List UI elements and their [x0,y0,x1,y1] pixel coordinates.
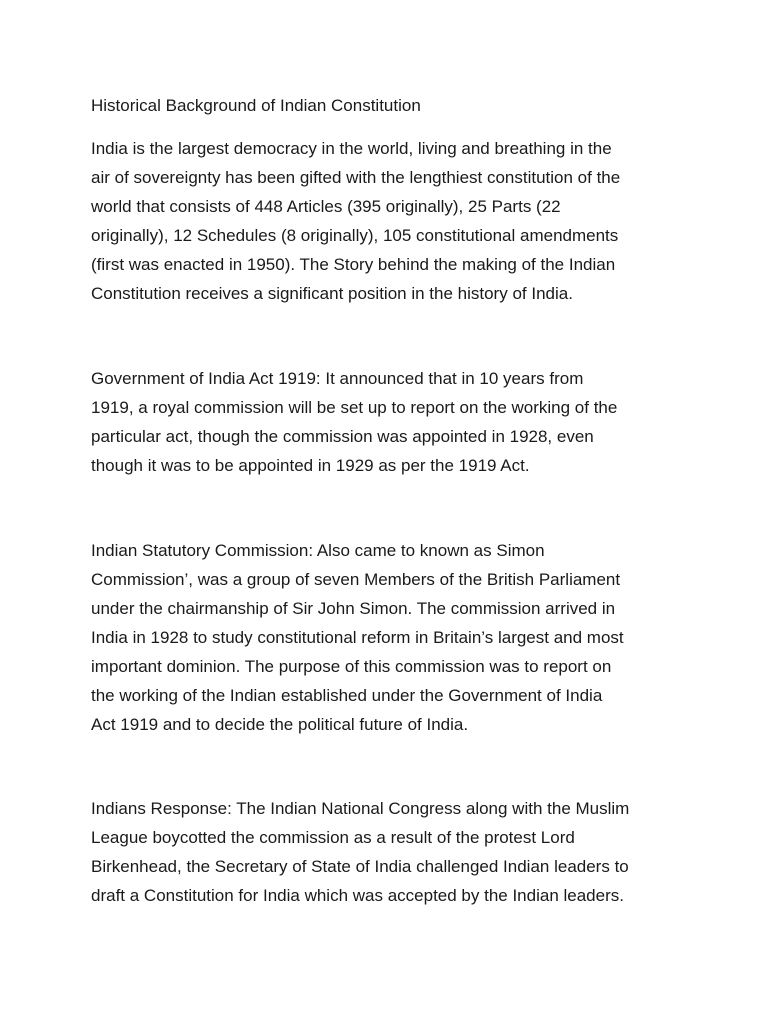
paragraph-line: India in 1928 to study constitutional reform in Britain’s largest and most [91,628,624,647]
paragraph-line: Commission’, was a group of seven Members of the British Parliament [91,570,621,589]
paragraph-line: India is the largest democracy in the world, living and breathing in the [91,139,612,158]
paragraph-line: (first was enacted in 1950). The Story behind the making of the Indian [91,255,616,274]
document-title: Historical Background of Indian Constitution [91,96,421,115]
paragraph-line: originally), 12 Schedules (8 originally), 105 constitutional amendments [91,226,619,245]
paragraph-line: draft a Constitution for India which was accepted by the Indian leaders. [91,886,624,905]
paragraph-line: though it was to be appointed in 1929 as per the 1919 Act. [91,456,530,475]
paragraph-line: Indians Response: The Indian National Congress along with the Muslim [91,799,630,818]
paragraph-line: Constitution receives a significant position in the history of India. [91,284,573,303]
paragraph-line: under the chairmanship of Sir John Simon. The commission arrived in [91,599,616,618]
paragraph-line: Indian Statutory Commission: Also came to known as Simon [91,541,545,560]
paragraph-line: League boycotted the commission as a result of the protest Lord [91,828,575,847]
paragraph-government-of-india-act [91,364,711,480]
paragraph-line: 1919, a royal commission will be set up to report on the working of the [91,398,618,417]
paragraph-statutory-commission [91,536,711,739]
paragraph-line: Birkenhead, the Secretary of State of India challenged Indian leaders to [91,857,629,876]
paragraph-indians-response [91,794,711,910]
paragraph-line: Act 1919 and to decide the political future of India. [91,715,469,734]
paragraph-line: the working of the Indian established under the Government of India [91,686,603,705]
paragraph-line: air of sovereignty has been gifted with the lengthiest constitution of the [91,168,621,187]
paragraph-introduction [91,134,711,308]
paragraph-line: particular act, though the commission was appointed in 1928, even [91,427,594,446]
paragraph-line: Government of India Act 1919: It announced that in 10 years from [91,369,584,388]
paragraph-line: important dominion. The purpose of this commission was to report on [91,657,612,676]
paragraph-line: world that consists of 448 Articles (395 originally), 25 Parts (22 [91,197,561,216]
